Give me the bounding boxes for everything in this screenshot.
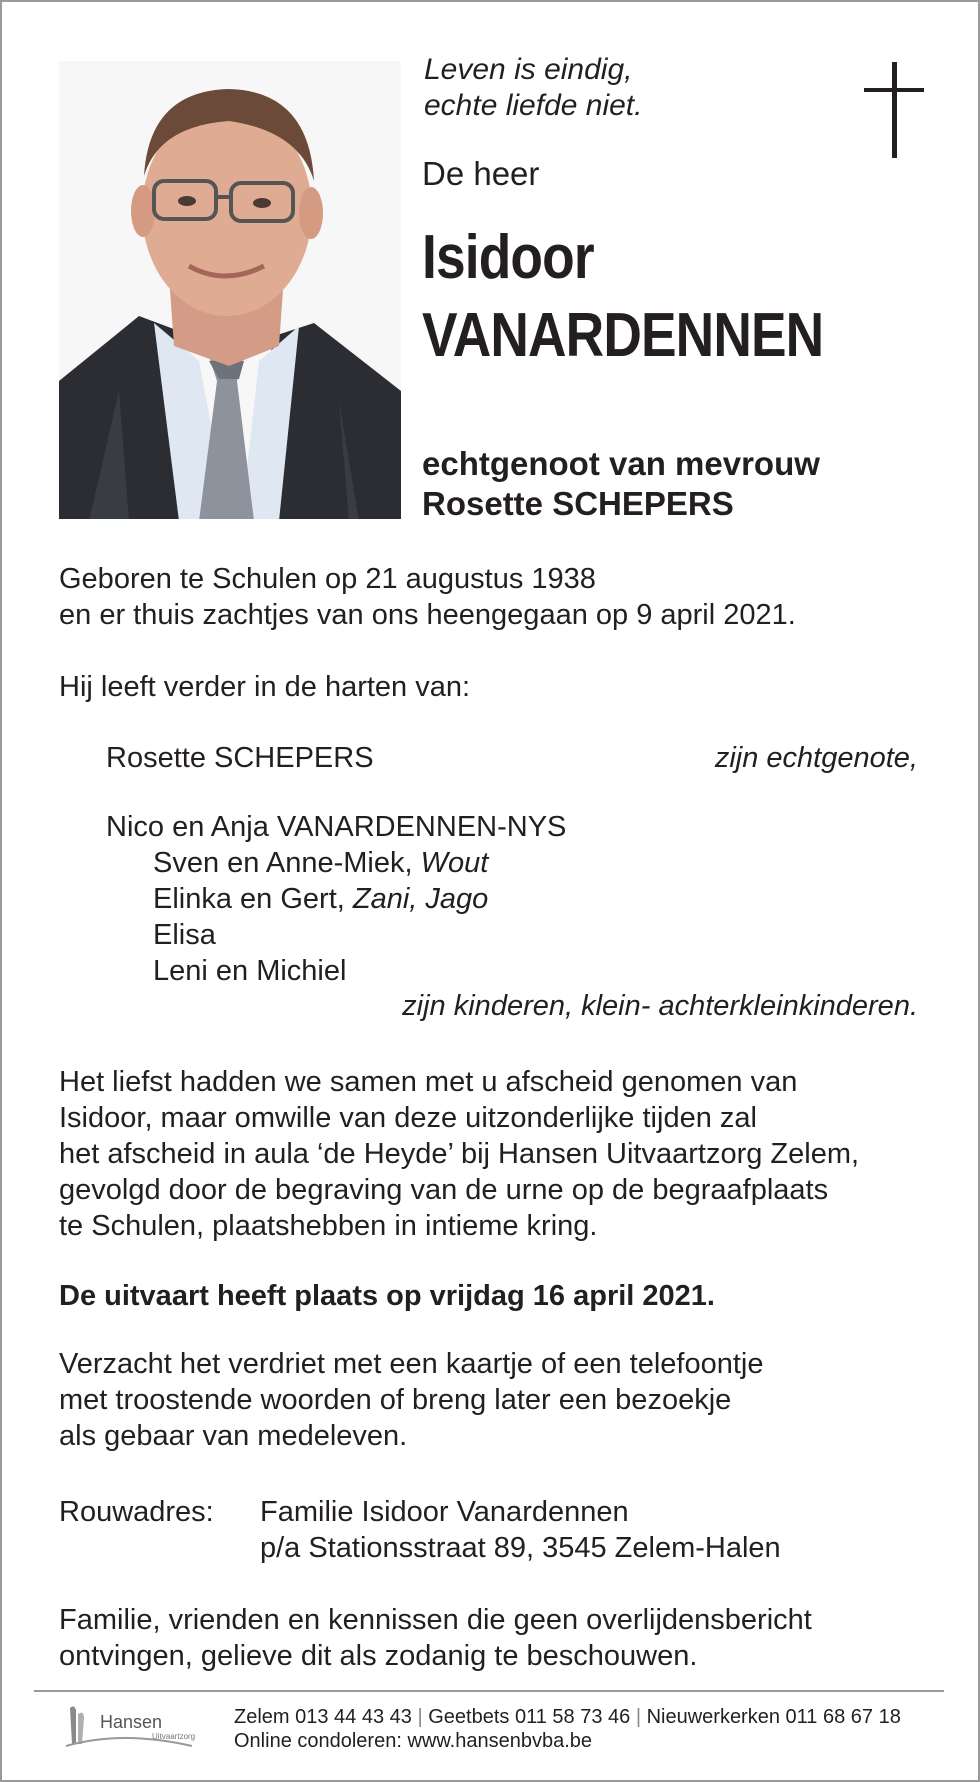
quote xyxy=(424,52,642,124)
logo-subtitle: Uitvaartzorg xyxy=(152,1732,196,1741)
closing-paragraph xyxy=(59,1602,812,1674)
address-block xyxy=(260,1494,781,1566)
logo-name: Hansen xyxy=(100,1712,163,1732)
birth-line: Geboren te Schulen op 21 augustus 1938 xyxy=(59,563,596,595)
separator: | xyxy=(635,1706,642,1728)
spouse-entry-name: Rosette SCHEPERS xyxy=(106,742,374,774)
grandchild-names: Elisa xyxy=(153,919,216,951)
first-name: Isidoor xyxy=(422,223,594,292)
great-grandchild-names: Zani, Jago xyxy=(352,883,489,915)
spouse-line-2: Rosette SCHEPERS xyxy=(422,485,734,522)
paragraph-line: Het liefst hadden we samen met u afscheid genomen van xyxy=(59,1066,798,1098)
death-line: en er thuis zachtjes van ons heengegaan op 9 april 2021. xyxy=(59,599,796,631)
grandchild-line xyxy=(153,845,488,881)
grandchild-names: Sven en Anne-Miek, xyxy=(153,847,421,879)
grandchild-line xyxy=(153,953,346,989)
grandchild-line xyxy=(153,881,488,917)
paragraph-line: Verzacht het verdriet met een kaartje of een telefoontje xyxy=(59,1348,764,1380)
grandchild-line xyxy=(153,917,216,953)
footer-offices xyxy=(234,1705,901,1729)
grandchild-names: Leni en Michiel xyxy=(153,955,347,987)
cross-icon xyxy=(864,62,924,158)
last-name: VANARDENNEN xyxy=(422,301,824,370)
great-grandchild-names: Wout xyxy=(420,847,489,879)
paragraph-line: te Schulen, plaatshebben in intieme kring. xyxy=(59,1210,598,1242)
children-parents: Nico en Anja VANARDENNEN-NYS xyxy=(106,811,567,843)
office-geetbets: Geetbets 011 58 73 46 xyxy=(428,1706,631,1728)
footer-divider xyxy=(34,1690,944,1692)
paragraph-line: als gebaar van medeleven. xyxy=(59,1420,408,1452)
paragraph-line: met troostende woorden of breng later een bezoekje xyxy=(59,1384,732,1416)
office-zelem: Zelem 013 44 43 43 xyxy=(234,1706,412,1728)
address-line: p/a Stationsstraat 89, 3545 Zelem-Halen xyxy=(260,1532,781,1564)
farewell-paragraph xyxy=(59,1064,859,1244)
quote-line-1: Leven is eindig, xyxy=(424,53,633,86)
grandchild-names: Elinka en Gert, xyxy=(153,883,353,915)
comfort-paragraph xyxy=(59,1346,763,1454)
online-condolence-link[interactable]: Online condoleren: www.hansenbvba.be xyxy=(234,1730,593,1752)
portrait-photo xyxy=(59,61,401,519)
office-nieuwerkerken: Nieuwerkerken 011 68 67 18 xyxy=(646,1706,901,1728)
spouse-entry-relation: zijn echtgenote, xyxy=(714,742,918,774)
paragraph-line: Familie, vrienden en kennissen die geen overlijdensbericht xyxy=(59,1604,812,1636)
address-line: Familie Isidoor Vanardennen xyxy=(260,1496,629,1528)
separator: | xyxy=(417,1706,423,1728)
paragraph-line: Isidoor, maar omwille van deze uitzonderlijke tijden zal xyxy=(59,1102,757,1134)
paragraph-line: gevolgd door de begraving van de urne op de begraafplaats xyxy=(59,1174,829,1206)
address-label: Rouwadres: xyxy=(59,1496,214,1528)
spouse-block xyxy=(422,444,820,524)
birth-death-block xyxy=(59,561,796,633)
lives-on-intro: Hij leeft verder in de harten van: xyxy=(59,671,471,703)
honorific: De heer xyxy=(422,155,540,192)
paragraph-line: het afscheid in aula ‘de Heyde’ bij Hansen Uitvaartzorg Zelem, xyxy=(59,1138,860,1170)
spouse-line-1: echtgenoot van mevrouw xyxy=(422,445,820,482)
paragraph-line: ontvingen, gelieve dit als zodanig te beschouwen. xyxy=(59,1640,698,1672)
quote-line-2: echte liefde niet. xyxy=(424,89,643,122)
children-relation: zijn kinderen, klein- achterkleinkinderen. xyxy=(402,990,918,1022)
funeral-date: De uitvaart heeft plaats op vrijdag 16 april 2021. xyxy=(59,1280,715,1312)
